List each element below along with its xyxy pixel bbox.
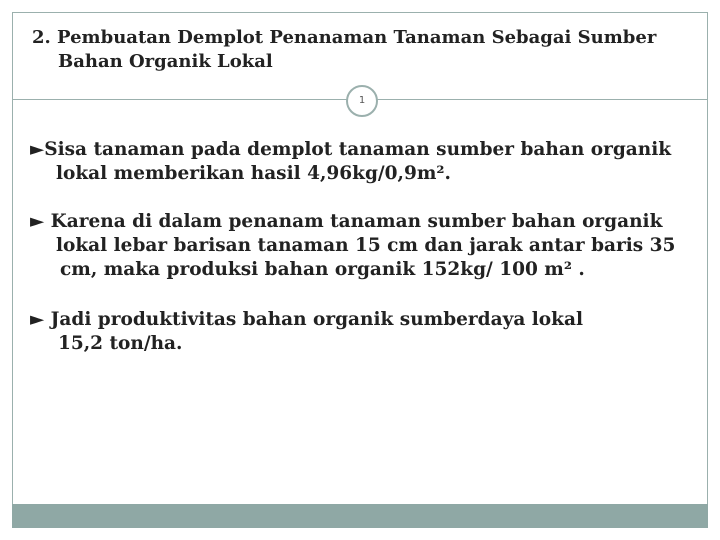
bullet-3-line-2: 15,2 ton/ha.	[58, 333, 183, 354]
bullet-1-line-1: ►Sisa tanaman pada demplot tanaman sumber bahan organik	[30, 139, 672, 160]
bullet-2-line-1: ► Karena di dalam penanam tanaman sumber bahan organik	[30, 211, 663, 232]
title-line-2: Bahan Organik Lokal	[58, 51, 273, 72]
title-line-1: 2. Pembuatan Demplot Penanaman Tanaman Sebagai Sumber	[32, 27, 657, 48]
slide-title	[32, 26, 692, 74]
bullet-1-line-2: lokal memberikan hasil 4,96kg/0,9m².	[56, 163, 451, 184]
bullet-3-line-1: ► Jadi produktivitas bahan organik sumberdaya lokal	[30, 309, 583, 330]
bullet-2-line-3: cm, maka produksi bahan organik 152kg/ 100 m² .	[60, 259, 585, 280]
footer-bar	[12, 504, 708, 528]
bullet-2-line-2: lokal lebar barisan tanaman 15 cm dan jarak antar baris 35	[56, 235, 676, 256]
bullet-item	[30, 210, 675, 282]
page-number-badge: 1	[346, 85, 378, 117]
bullet-item	[30, 308, 583, 356]
bullet-item	[30, 138, 671, 186]
